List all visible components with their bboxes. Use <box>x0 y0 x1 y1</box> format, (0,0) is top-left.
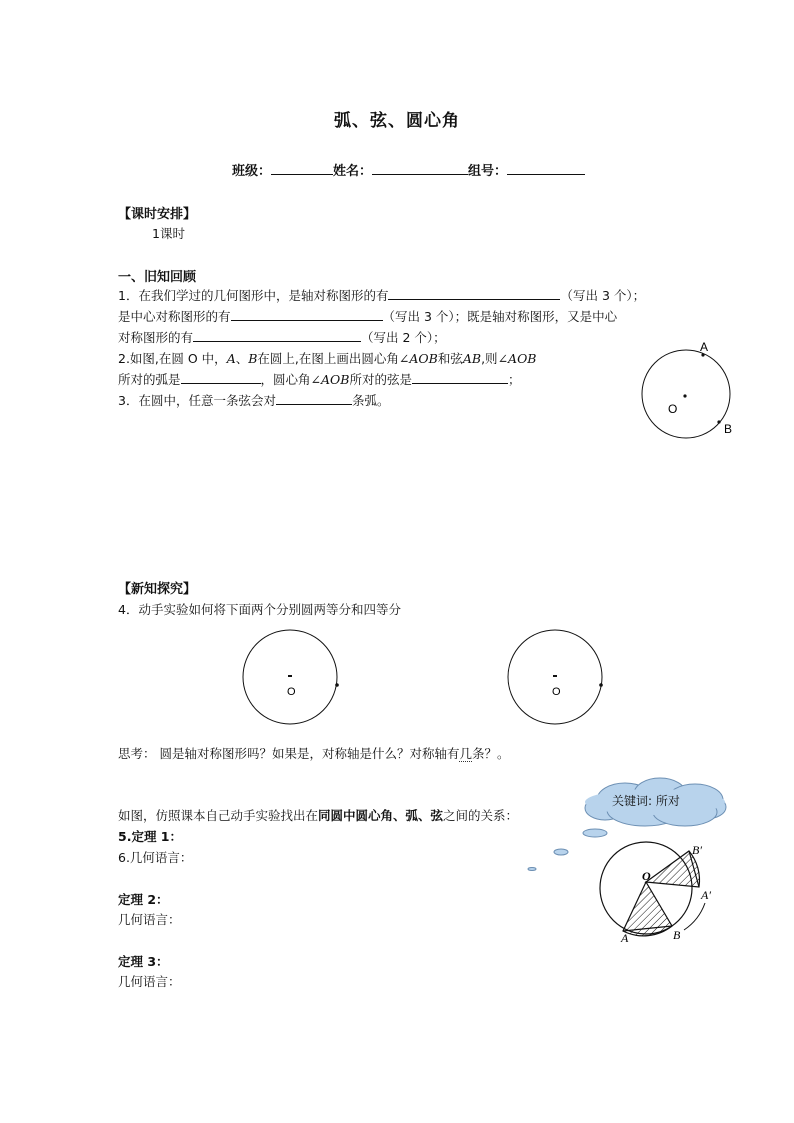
question-3 <box>118 391 389 409</box>
think-text-c: 条？。 <box>472 746 510 761</box>
theorem-1-label: 5.定理 1： <box>118 829 182 844</box>
think-text-a: 思考： 圆是轴对称图形吗？如果是，对称轴是什么？对称轴有 <box>118 746 460 761</box>
q2-point-b: B <box>248 351 258 366</box>
q2-point-a: A <box>226 351 236 366</box>
student-info-line <box>232 160 585 179</box>
theorem-1-geo-label: 6.几何语言： <box>118 850 193 865</box>
fig3-label-o: O <box>642 869 651 883</box>
question-2-line-2 <box>118 370 521 388</box>
question-2-line-1 <box>118 349 537 367</box>
relation-intro-c: 之间的关系： <box>443 808 519 823</box>
sector-figure <box>592 830 732 950</box>
q2-text-h: ； <box>507 372 521 387</box>
circle-figure-1 <box>630 340 740 450</box>
q2-blank-arc[interactable] <box>181 371 261 384</box>
center-dot-1 <box>683 394 686 397</box>
edge-point-2a <box>335 683 339 687</box>
q2-text-f: ，圆心角 <box>260 372 311 387</box>
q1-blank-central[interactable] <box>231 308 383 321</box>
fig3-label-a: A <box>621 931 629 945</box>
q2-chord: AB <box>462 351 482 366</box>
q2-text-a: 2.如图,在圆 O 中， <box>118 351 227 366</box>
label-a: A <box>700 340 709 354</box>
q3-text-b: 条弧。 <box>351 393 390 408</box>
fig3-label-b: B <box>673 928 681 942</box>
fig3-label-a2: A′ <box>701 888 711 902</box>
label-o: O <box>668 402 678 416</box>
question-4: 4．动手实验如何将下面两个分别圆两等分和四等分 <box>118 602 401 617</box>
q2-text-b: 在圆上,在图上画出圆心角 <box>257 351 399 366</box>
think-question <box>118 744 510 762</box>
center-mark-2b <box>553 675 557 677</box>
theorem-3-label: 定理 3： <box>118 954 169 969</box>
relation-intro <box>118 806 518 824</box>
q1-blank-axial[interactable] <box>388 287 560 300</box>
q1-text-e: 对称图形的有 <box>118 330 194 345</box>
q2-text-g: 所对的弦是 <box>349 372 412 387</box>
q2-text-e: 所对的弧是 <box>118 372 181 387</box>
q2-angle-3: ∠AOB <box>310 372 350 387</box>
q1-text-d: （写出 3 个）；既是轴对称图形，又是中心 <box>382 309 618 324</box>
class-field[interactable] <box>271 162 333 175</box>
q2-text-d: ,则 <box>481 351 498 366</box>
cloud-bubble-2 <box>554 849 568 855</box>
q1-text-a: 1．在我们学过的几何图形中，是轴对称图形的有 <box>118 288 389 303</box>
q2-blank-chord[interactable] <box>412 371 508 384</box>
page-title: 弧、弦、圆心角 <box>334 111 460 131</box>
circle-1 <box>642 350 733 438</box>
q2-angle-2: ∠AOB <box>497 351 537 366</box>
fig3-label-b2: B′ <box>692 843 702 857</box>
name-label: 姓名： <box>333 164 373 179</box>
name-field[interactable] <box>372 162 468 175</box>
think-text-b: 几 <box>459 746 472 761</box>
rotation-arc <box>684 903 705 930</box>
question-1-line-3 <box>118 328 446 346</box>
circle-figure-2b <box>505 624 615 734</box>
circle-figure-2a <box>240 624 350 734</box>
q3-blank[interactable] <box>276 392 352 405</box>
explore-header: 【新知探究】 <box>118 582 197 597</box>
review-header: 一、旧知回顾 <box>118 270 197 285</box>
edge-point-2b <box>599 683 603 687</box>
cloud-bubble-3 <box>528 868 536 871</box>
cloud-text: 关键词: 所对 <box>612 794 680 808</box>
relation-intro-b: 同圆中圆心角、弧、弦 <box>318 808 444 823</box>
question-1-line-2 <box>118 307 617 325</box>
point-b-dot <box>717 420 720 423</box>
q2-text-c: 和弦 <box>437 351 463 366</box>
label-o-2a: O <box>287 686 296 698</box>
theorem-2-geo-label: 几何语言： <box>118 912 181 927</box>
label-b: B <box>724 422 733 436</box>
schedule-header: 【课时安排】 <box>118 207 197 222</box>
label-o-2b: O <box>552 686 561 698</box>
q2-angle: ∠AOB <box>398 351 438 366</box>
relation-intro-a: 如图，仿照课本自己动手实验找出在 <box>118 808 319 823</box>
q1-text-b: （写出 3 个）； <box>560 288 646 303</box>
center-mark-2a <box>288 675 292 677</box>
sector-aob <box>623 882 672 936</box>
q1-text-f: （写出 2 个）； <box>361 330 446 345</box>
group-label: 组号： <box>468 164 508 179</box>
q1-text-c: 是中心对称图形的有 <box>118 309 231 324</box>
schedule-value: 1课时 <box>152 226 185 241</box>
question-1-line-1 <box>118 286 645 304</box>
theorem-3-geo-label: 几何语言： <box>118 974 181 989</box>
q1-blank-both[interactable] <box>193 329 361 342</box>
theorem-2-label: 定理 2： <box>118 892 169 907</box>
class-label: 班级： <box>232 164 272 179</box>
group-field[interactable] <box>507 162 585 175</box>
q2-sep: 、 <box>235 351 249 366</box>
q3-text-a: 3．在圆中，任意一条弦会对 <box>118 393 276 408</box>
